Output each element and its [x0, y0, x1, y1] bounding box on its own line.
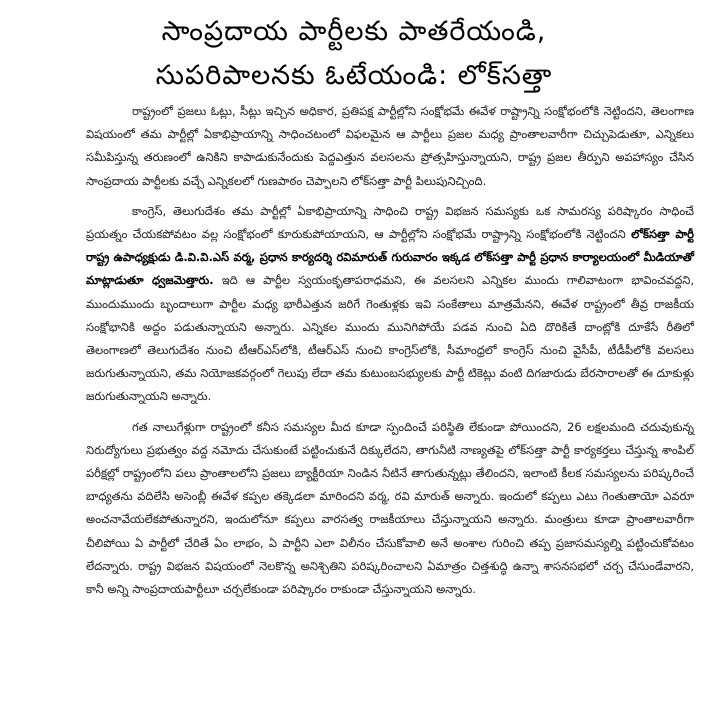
- paragraph-2: [86, 200, 694, 409]
- paragraph-2-bold-quote: లోక్‌సత్తా పార్టీ రాష్ట్ర ఉపాధ్యక్షుడు డి.వి.వి.ఎస్ వర్మ, ప్రధాన కార్యదర్శి రవిమారుత్ గురువారం ఇక్కడ లోక్‌సత్తా పార్టీ ప్రధాన కార్యాలయంలో మీడియాతో మాట్లాడుతూ ధ్వజమెత్తారు.: [86, 227, 694, 288]
- paragraph-3: [86, 416, 694, 602]
- paragraph-1: [86, 100, 694, 193]
- paragraph-2-text-before: కాంగ్రెస్, తెలుగుదేశం తమ పార్టీల్లో ఏకాభిప్రాయాన్ని సాధించి రాష్ట్ర విభజన సమస్యకు ఒక సామరస్య పరిష్కారం సాధించే ప్రయత్నం చేయకపోవటం వల్ల సంక్షోభంలో కూరుకుపోయాయని, ఆ పార్టీల్లోని సంక్షోభమే రాష్ట్రాన్ని సంక్షోభంలోకి నెట్టిందని: [86, 203, 694, 242]
- headline-line-1: సాంప్రదాయ పార్టీలకు పాతరేయండి,: [161, 16, 547, 47]
- paragraph-1-text: రాష్ట్రంలో ప్రజలు ఓట్లు, సీట్లు ఇచ్చిన అధికార, ప్రతిపక్ష పార్టీల్లోని సంక్షోభమే ఈవేళ రాష్ట్రాన్ని సంక్షోభంలోకి నెట్టిందని, తెలంగాణ విషయంలో తమ పార్టీల్లో ఏకాభిప్రాయాన్ని సాధించటంలో విఫలమైన ఆ పార్టీలు ప్రజల మధ్య ప్రాంతాలవారీగా చిచ్చుపెడుతూ, ఎన్నికలు సమీపిస్తున్న తరుణంలో ఉనికిని కాపాడుకునేందుకు పెద్దఎత్తున వలసలను ప్రోత్సహిస్తున్నాయని, రాష్ట్ర ప్రజల తీర్పుని అపహాస్యం చేసిన సాంప్రదాయ పార్టీలకు వచ్చే ఎన్నికలలో గుణపాఠం చెప్పాలని లోక్‌సత్తా పార్టీ పిలుపునిచ్చింది.: [86, 104, 694, 188]
- headline-line-2: సుపరిపాలనకు ఓటేయండి: లోక్‌సత్తా: [155, 60, 553, 91]
- paragraph-3-text: గత నాలుగేళ్లుగా రాష్ట్రంలో కనీస సమస్యల మీద కూడా స్పందించే పరిస్థితి లేకుండా పోయిందని, 26 లక్షలమంది చదువుకున్న నిరుద్యోగులు ప్రభుత్వం వద్ద నమోదు చేసుకుంటే పట్టించుకునే దిక్కులేదని, తాగునీటి నాణ్యతపై లోక్‌సత్తా పార్టీ కార్యకర్తలు చేస్తున్న శాంపిల్ పరీక్షల్లో రాష్ట్రంలోని పలు ప్రాంతాలలోని ప్రజలు బ్యాక్టీరియా నిండిన నీటినే తాగుతున్నట్లు తేలిందని, ఇలాంటి కీలక సమస్యలను పరిష్కరించే బాధ్యతను వదిలేసి అసెంబ్లీ ఈవేళ కప్పల తక్కెడలా మారిందని వర్మ, రవి మారుత్ అన్నారు. ఇందులో కప్పలు ఎటు గెంతుతాయో ఎవరూ అంచనావేయలేకపోతున్నారని, ఇందులోనూ కప్పలు వారసత్వ రాజకీయాలు చేస్తున్నాయని అన్నారు. మంత్రులు కూడా ప్రాంతాలవారీగా చీలిపోయి ఏ పార్టీలో చేరితే ఏం లాభం, ఏ పార్టీని ఎలా విలీనం చేసుకోవాలి అనే అంశాల గురించి తప్ప ప్రజాసమస్యల్ని పట్టించుకోవటం లేదన్నారు. రాష్ట్ర విభజన విషయంలో నెలకొన్న అనిశ్చితిని పరిష్కరించాలని ఏమాత్రం చిత్తశుద్ధి ఉన్నా శాసనసభలో చర్చ చేసుండేవారని, కానీ అన్ని సాంప్రదాయపార్టీలూ చర్చలేకుండా పరిష్కారం రాకుండా చేస్తున్నాయని అన్నారు.: [86, 419, 694, 597]
- paragraph-2-text-after: ఇది ఆ పార్టీల స్వయంకృతాపరాధమని, ఈ వలసలని ఎన్నికల ముందు గాలివాటంగా భావించవద్దని, ముందుముందు బృందాలుగా పార్టీల మధ్య భారీఎత్తున జరిగే గెంతుళ్లకు ఇవి సంకేతాలు మాత్రమేనని, ఈవేళ రాష్ట్రంలో తీవ్ర రాజకీయ సంక్షోభానికి అద్దం పడుతున్నాయని అన్నారు. ఎన్నికల ముందు మునిగిపోయే పడవ నుంచి ఏది దొరికితే దాంట్లోకి దూకేసే రీతిలో తెలంగాణలో తెలుగుదేశం నుంచి టీఆర్ఎస్‌లోకి, టీఆర్ఎస్ నుంచి కాంగ్రెస్‌లోకి, సీమాంధ్రలో కాంగ్రెస్ నుంచి వైసీపీ, టీడీపీలోకి వలసలు జరుగుతున్నాయని, తమ నియోజకవర్గంలో గెలుపు లేదా తమ కుటుంబసభ్యులకు పార్టీ టికెట్లు వంటి దిగజారుడు బేరసారాలతో ఈ దూకుళ్లు జరుగుతున్నాయని అన్నారు.: [86, 273, 694, 404]
- headline: [0, 0, 708, 98]
- article-body: [86, 100, 694, 601]
